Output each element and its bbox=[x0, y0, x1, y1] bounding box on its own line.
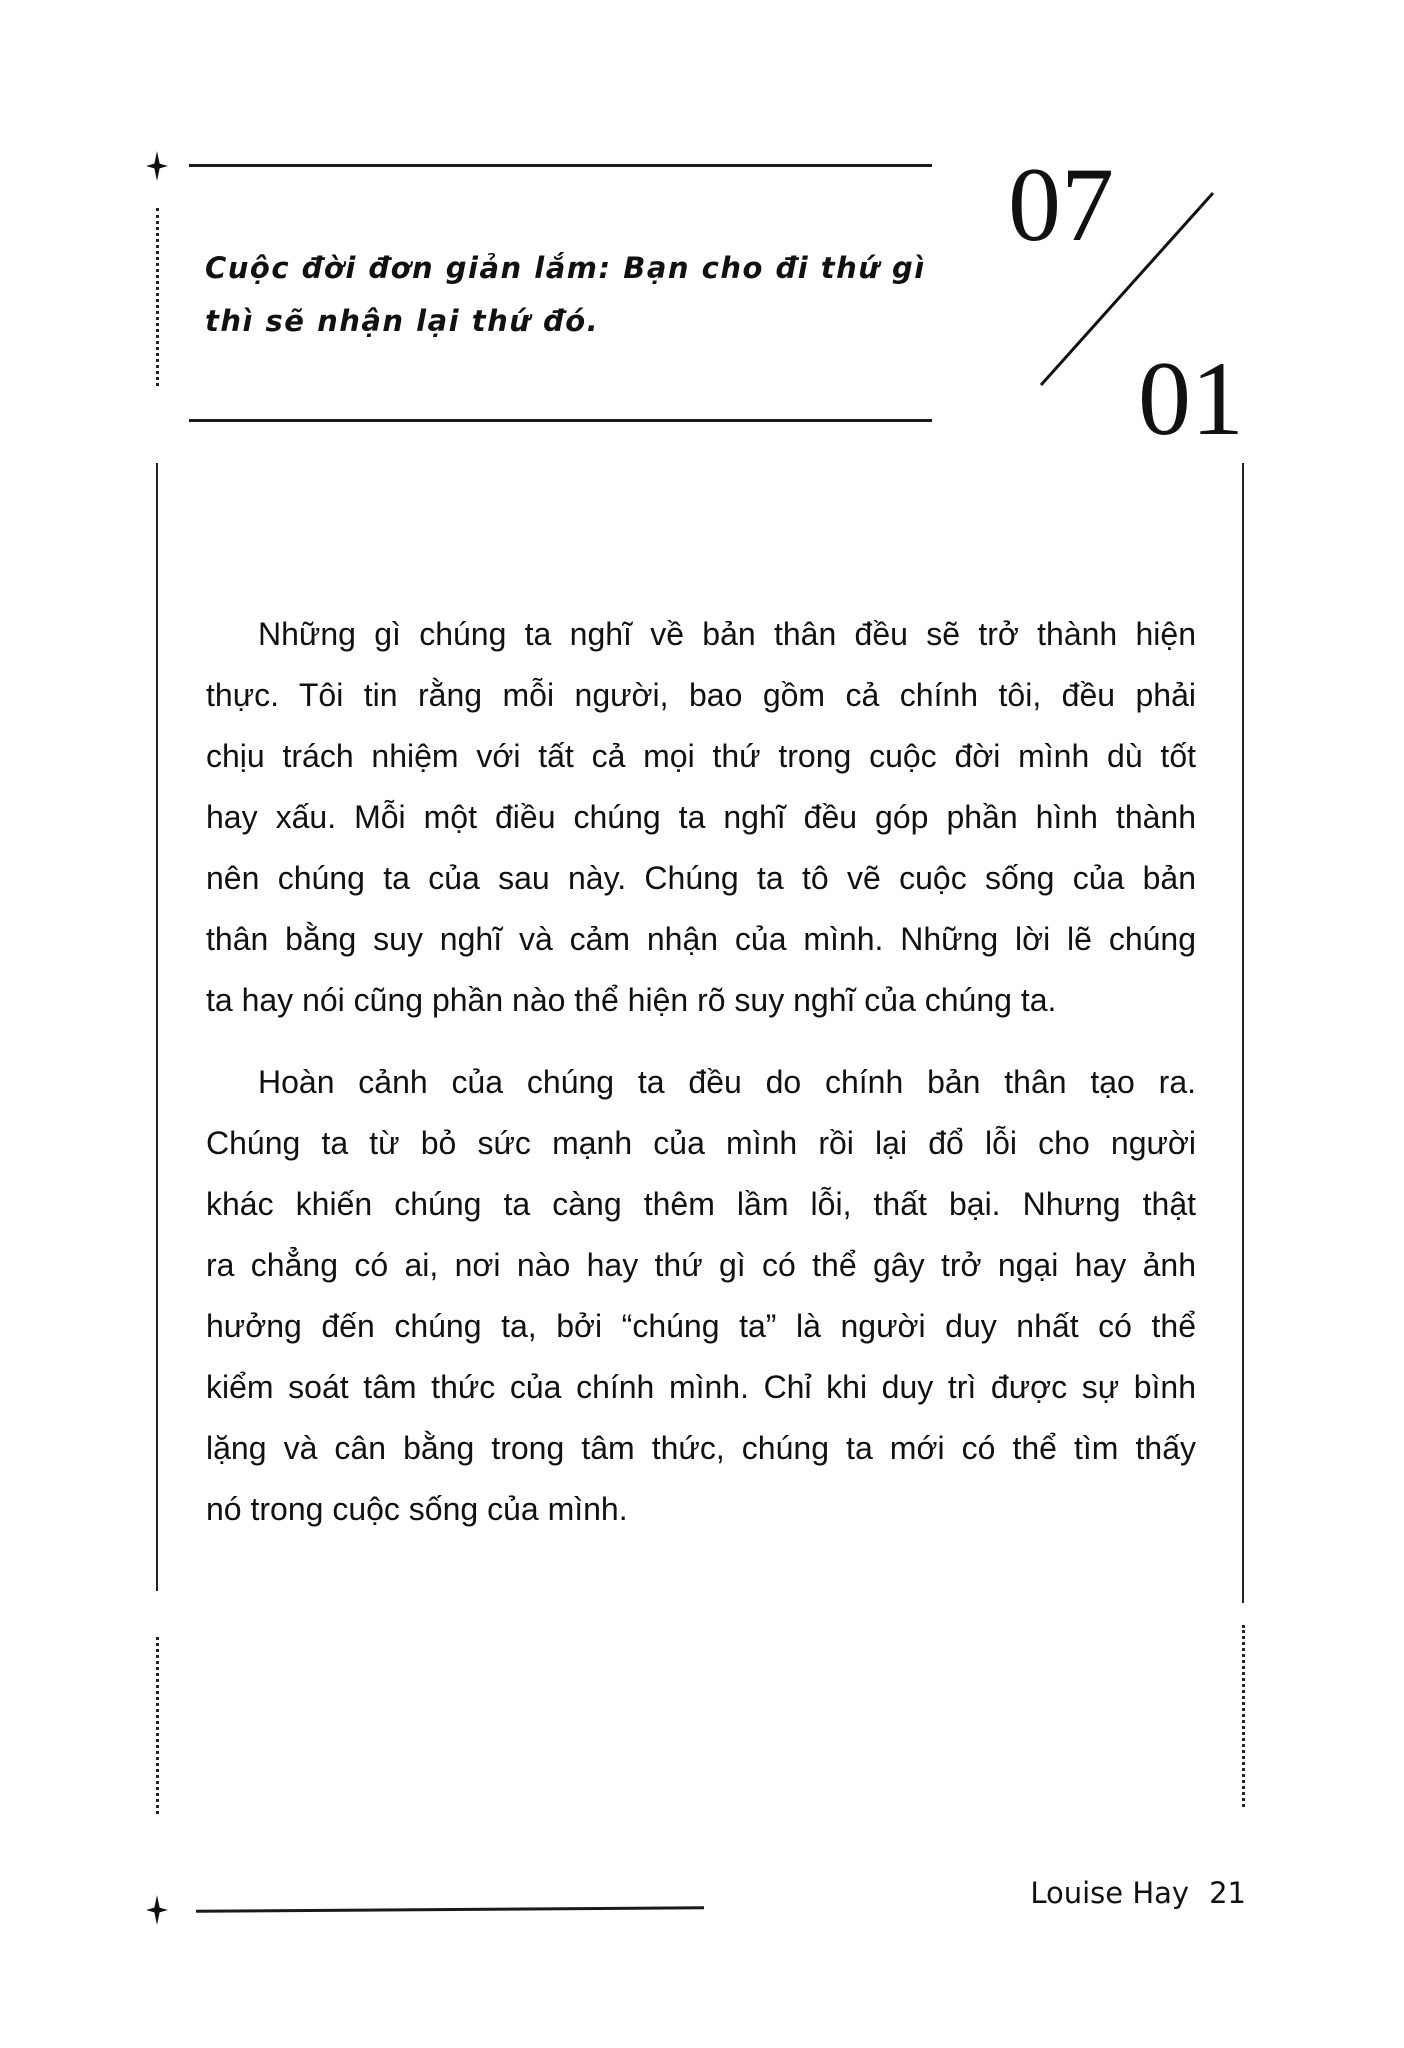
footer-rule bbox=[196, 1906, 704, 1913]
chapter-total-number: 01 bbox=[1138, 340, 1244, 457]
star-ornament-icon bbox=[146, 1895, 168, 1925]
text-line: khác khiến chúng ta càng thêm lầm lỗi, thất bại. Nhưng thật bbox=[206, 1186, 1196, 1222]
text-line: ta hay nói cũng phần nào thể hiện rõ suy nghĩ của chúng ta. bbox=[206, 982, 1057, 1018]
header-top-rule bbox=[189, 164, 932, 167]
text-line: hưởng đến chúng ta, bởi “chúng ta” là người duy nhất có thể bbox=[206, 1308, 1196, 1344]
text-line: nên chúng ta của sau này. Chúng ta tô vẽ cuộc sống của bản bbox=[206, 860, 1196, 896]
text-line: Hoàn cảnh của chúng ta đều do chính bản thân tạo ra. bbox=[258, 1064, 1196, 1100]
text-line: thực. Tôi tin rằng mỗi người, bao gồm cả chính tôi, đều phải bbox=[206, 677, 1196, 713]
body-right-dotted-rule bbox=[1242, 1625, 1245, 1807]
quote-line: Cuộc đời đơn giản lắm: Bạn cho đi thứ gì bbox=[205, 251, 926, 285]
text-line: Chúng ta từ bỏ sức mạnh của mình rồi lại đổ lỗi cho người bbox=[206, 1125, 1196, 1161]
text-line: kiểm soát tâm thức của chính mình. Chỉ khi duy trì được sự bình bbox=[206, 1369, 1196, 1405]
text-line: nó trong cuộc sống của mình. bbox=[206, 1491, 628, 1527]
star-ornament-icon bbox=[146, 151, 168, 181]
text-line: hay xấu. Mỗi một điều chúng ta nghĩ đều góp phần hình thành bbox=[206, 799, 1196, 835]
text-line: ra chẳng có ai, nơi nào hay thứ gì có thể gây trở ngại hay ảnh bbox=[206, 1247, 1196, 1283]
text-line: Những gì chúng ta nghĩ về bản thân đều sẽ trở thành hiện bbox=[258, 616, 1196, 652]
text-line: chịu trách nhiệm với tất cả mọi thứ trong cuộc đời mình dù tốt bbox=[206, 738, 1196, 774]
running-footer bbox=[1030, 1876, 1246, 1910]
quote-line: thì sẽ nhận lại thứ đó. bbox=[205, 304, 600, 338]
author-name: Louise Hay bbox=[1030, 1876, 1190, 1910]
text-line: thân bằng suy nghĩ và cảm nhận của mình. Những lời lẽ chúng bbox=[206, 921, 1196, 957]
header-bottom-rule bbox=[189, 419, 932, 422]
paragraph bbox=[206, 604, 1196, 1031]
body-right-rule bbox=[1242, 463, 1244, 1603]
text-line: lặng và cân bằng trong tâm thức, chúng ta mới có thể tìm thấy bbox=[206, 1430, 1196, 1466]
chapter-quote bbox=[205, 242, 945, 348]
body-left-dotted-rule bbox=[156, 1637, 159, 1814]
body-text bbox=[206, 604, 1196, 1540]
header-dotted-rule bbox=[156, 208, 159, 386]
paragraph bbox=[206, 1052, 1196, 1540]
page-number: 21 bbox=[1209, 1876, 1246, 1910]
body-left-rule bbox=[156, 463, 158, 1591]
chapter-current-number: 07 bbox=[1008, 146, 1114, 263]
